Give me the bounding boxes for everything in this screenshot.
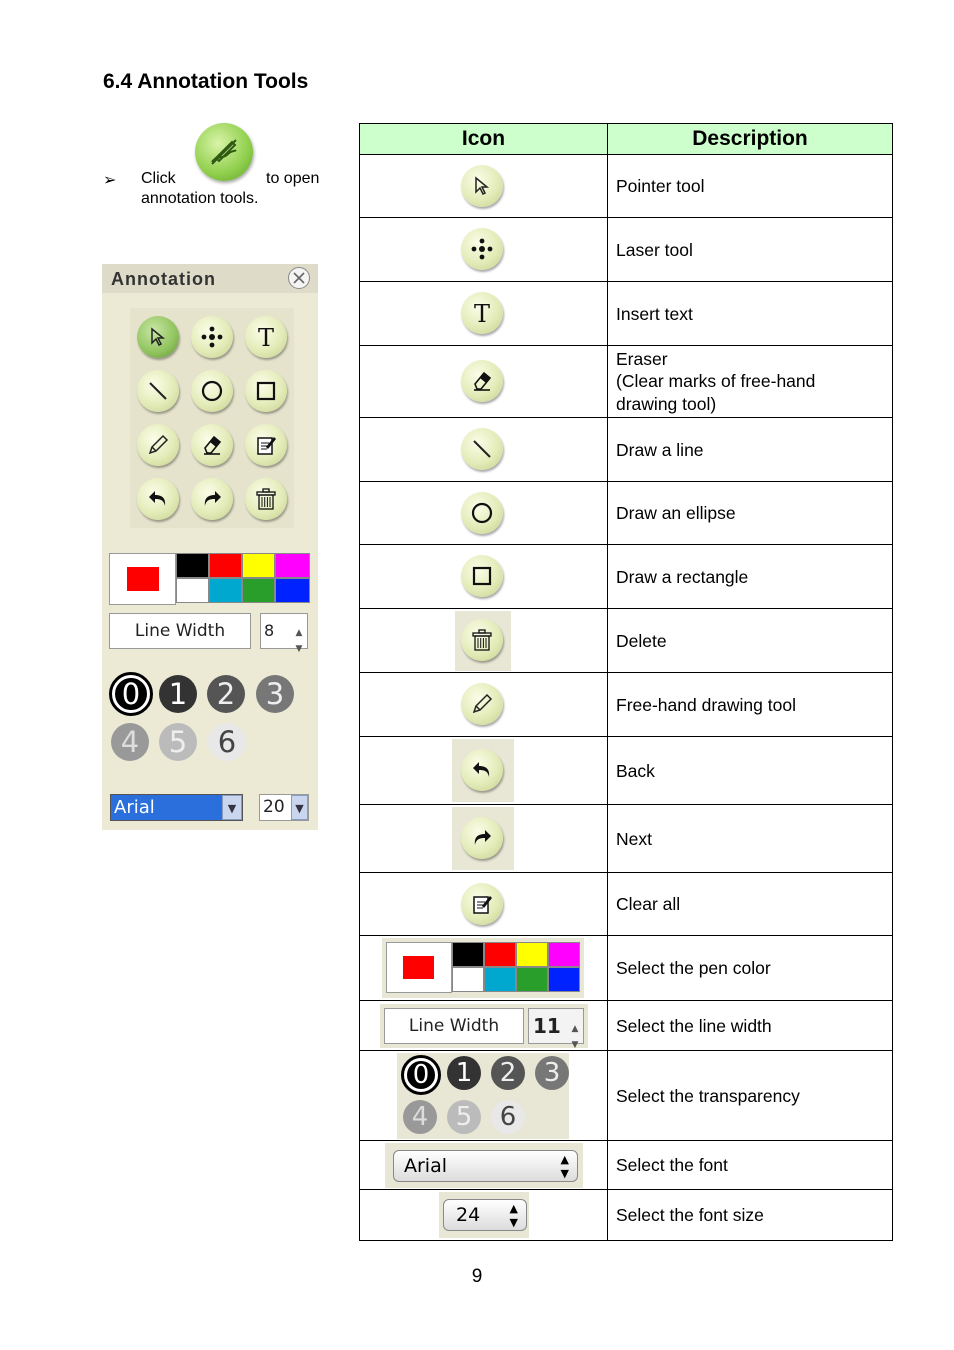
draw-line-button[interactable] xyxy=(137,370,179,412)
chevron-updown-icon: ▲ ▼ xyxy=(560,1153,569,1180)
eraser-button xyxy=(461,360,503,402)
annotation-open-button[interactable] xyxy=(195,123,253,181)
color-magenta xyxy=(548,942,580,967)
color-cyan[interactable] xyxy=(209,578,242,603)
next-button[interactable] xyxy=(191,478,233,520)
clear-all-icon xyxy=(470,892,494,916)
intro-text-click: Click xyxy=(141,170,176,187)
row-description: Next xyxy=(608,805,893,873)
transparency-3[interactable]: 3 xyxy=(256,675,294,713)
chevron-updown-icon: ▲ ▼ xyxy=(509,1202,518,1229)
line-width-label: Line Width xyxy=(109,613,251,649)
row-description: Insert text xyxy=(608,282,893,346)
tools-table xyxy=(359,123,893,1241)
draw-line-button xyxy=(461,428,503,470)
back-arrow-icon xyxy=(146,487,170,511)
desc-line: (Clear marks of free-hand xyxy=(616,371,816,392)
chevron-down-icon[interactable]: ▼ xyxy=(295,644,303,654)
color-blue xyxy=(548,967,580,992)
close-icon[interactable] xyxy=(288,267,310,289)
table-row xyxy=(360,609,893,673)
back-button xyxy=(461,749,503,791)
row-description: Delete xyxy=(608,609,893,673)
line-width-stepper xyxy=(528,1008,584,1050)
font-size-value: 20 xyxy=(263,797,285,817)
panel-title: Annotation xyxy=(111,269,216,289)
table-row xyxy=(360,805,893,873)
row-description: Select the font xyxy=(608,1141,893,1190)
svg-text:T: T xyxy=(473,301,491,325)
transparency-5[interactable]: 5 xyxy=(159,723,197,761)
line-width-label: Line Width xyxy=(384,1008,524,1044)
laser-tool-button xyxy=(461,228,503,270)
bullet-marker: ➢ xyxy=(103,172,117,189)
row-description: Draw a rectangle xyxy=(608,545,893,609)
insert-text-button[interactable] xyxy=(245,316,287,358)
table-row xyxy=(360,673,893,737)
selected-color-fill xyxy=(127,567,159,591)
delete-button[interactable] xyxy=(245,478,287,520)
eraser-icon xyxy=(470,369,494,393)
line-icon xyxy=(470,437,494,461)
pointer-tool-button xyxy=(461,165,503,207)
laser-icon xyxy=(200,325,224,349)
row-description: Select the font size xyxy=(608,1190,893,1241)
intro-text-tools: annotation tools. xyxy=(141,190,259,207)
table-row xyxy=(360,873,893,936)
insert-text-button xyxy=(461,292,503,334)
color-white xyxy=(452,967,484,992)
table-row xyxy=(360,545,893,609)
font-select xyxy=(393,1150,578,1182)
font-size-select[interactable] xyxy=(259,794,309,821)
panel-header xyxy=(102,264,318,293)
back-button[interactable] xyxy=(137,478,179,520)
line-width-stepper[interactable] xyxy=(260,613,308,654)
row-description: Draw a line xyxy=(608,418,893,482)
line-width-value: 11 xyxy=(533,1014,561,1038)
header-description: Description xyxy=(608,124,893,155)
text-icon xyxy=(254,325,278,349)
clear-all-icon xyxy=(254,433,278,457)
chevron-up-icon[interactable]: ▲ xyxy=(295,628,303,638)
header-icon: Icon xyxy=(360,124,608,155)
draw-rectangle-button xyxy=(461,555,503,597)
transparency-5: 5 xyxy=(447,1100,481,1134)
transparency-4[interactable]: 4 xyxy=(111,723,149,761)
row-description: Select the line width xyxy=(608,1001,893,1051)
font-select[interactable] xyxy=(110,794,243,821)
font-size-value: 24 xyxy=(456,1204,481,1226)
freehand-button[interactable] xyxy=(137,424,179,466)
clear-all-button[interactable] xyxy=(245,424,287,466)
table-row xyxy=(360,418,893,482)
row-description: Select the transparency xyxy=(608,1051,893,1141)
selected-color-swatch xyxy=(386,942,452,993)
color-black[interactable] xyxy=(176,553,209,578)
next-button xyxy=(461,817,503,859)
intro-text-open: to open xyxy=(266,170,320,187)
trash-icon xyxy=(254,487,278,511)
svg-text:T: T xyxy=(257,325,275,349)
color-red xyxy=(484,942,516,967)
line-icon xyxy=(146,379,170,403)
draw-ellipse-button xyxy=(461,492,503,534)
color-yellow[interactable] xyxy=(242,553,275,578)
line-width-value: 8 xyxy=(264,621,275,640)
page-number: 9 xyxy=(471,1266,483,1287)
selected-color-fill xyxy=(403,956,434,979)
transparency-1[interactable]: 1 xyxy=(159,675,197,713)
color-cyan xyxy=(484,967,516,992)
font-size-select xyxy=(443,1199,527,1231)
color-green[interactable] xyxy=(242,578,275,603)
delete-button xyxy=(461,619,503,661)
freehand-button xyxy=(461,683,503,725)
clear-all-button xyxy=(461,883,503,925)
rectangle-icon xyxy=(470,564,494,588)
transparency-0: 0 xyxy=(404,1058,438,1092)
table-row xyxy=(360,218,893,282)
ellipse-icon xyxy=(470,501,494,525)
pen-hand-icon xyxy=(208,136,240,168)
table-row xyxy=(360,737,893,805)
row-description: Free-hand drawing tool xyxy=(608,673,893,737)
color-blue[interactable] xyxy=(275,578,310,603)
row-description xyxy=(608,346,893,418)
row-description: Back xyxy=(608,737,893,805)
ellipse-icon xyxy=(200,379,224,403)
laser-tool-button[interactable] xyxy=(191,316,233,358)
chevron-down-icon: ▼ xyxy=(571,1040,579,1050)
table-row xyxy=(360,1141,893,1190)
selected-color-swatch[interactable] xyxy=(109,553,176,605)
section-title: 6.4 Annotation Tools xyxy=(103,70,309,93)
color-magenta[interactable] xyxy=(275,553,310,578)
transparency-2[interactable]: 2 xyxy=(207,675,245,713)
transparency-0[interactable]: 0 xyxy=(112,675,150,713)
pointer-tool-button[interactable] xyxy=(137,316,179,358)
table-row xyxy=(360,346,893,418)
pointer-icon xyxy=(470,174,494,198)
chevron-down-icon[interactable]: ▼ xyxy=(291,795,308,820)
table-row xyxy=(360,1001,893,1051)
pencil-icon xyxy=(470,692,494,716)
transparency-6: 6 xyxy=(491,1100,525,1134)
row-description: Clear all xyxy=(608,873,893,936)
row-description: Pointer tool xyxy=(608,155,893,218)
annotation-panel xyxy=(102,264,318,830)
eraser-icon xyxy=(200,433,224,457)
color-green xyxy=(516,967,548,992)
table-header-row xyxy=(360,124,893,155)
eraser-button[interactable] xyxy=(191,424,233,466)
pointer-icon xyxy=(146,325,170,349)
color-black xyxy=(452,942,484,967)
transparency-6[interactable]: 6 xyxy=(208,723,246,761)
pencil-icon xyxy=(146,433,170,457)
transparency-4: 4 xyxy=(403,1100,437,1134)
color-yellow xyxy=(516,942,548,967)
table-row xyxy=(360,155,893,218)
transparency-1: 1 xyxy=(447,1056,481,1090)
color-white[interactable] xyxy=(176,578,209,603)
table-row xyxy=(360,282,893,346)
table-row xyxy=(360,1051,893,1141)
row-description: Laser tool xyxy=(608,218,893,282)
desc-line: drawing tool) xyxy=(616,393,717,414)
next-arrow-icon xyxy=(470,826,494,850)
row-description: Draw an ellipse xyxy=(608,482,893,545)
chevron-down-icon[interactable]: ▼ xyxy=(222,795,242,820)
table-row xyxy=(360,482,893,545)
table-row xyxy=(360,936,893,1001)
trash-icon xyxy=(470,628,494,652)
table-row xyxy=(360,1190,893,1241)
laser-icon xyxy=(470,237,494,261)
font-value: Arial xyxy=(404,1155,448,1177)
next-arrow-icon xyxy=(200,487,224,511)
draw-ellipse-button[interactable] xyxy=(191,370,233,412)
rectangle-icon xyxy=(254,379,278,403)
transparency-3: 3 xyxy=(535,1056,569,1090)
transparency-2: 2 xyxy=(491,1056,525,1090)
desc-line: Eraser xyxy=(616,348,668,369)
text-icon xyxy=(470,301,494,325)
chevron-up-icon: ▲ xyxy=(571,1024,579,1034)
draw-rectangle-button[interactable] xyxy=(245,370,287,412)
color-red[interactable] xyxy=(209,553,242,578)
row-description: Select the pen color xyxy=(608,936,893,1001)
font-value: Arial xyxy=(114,797,155,818)
back-arrow-icon xyxy=(470,758,494,782)
